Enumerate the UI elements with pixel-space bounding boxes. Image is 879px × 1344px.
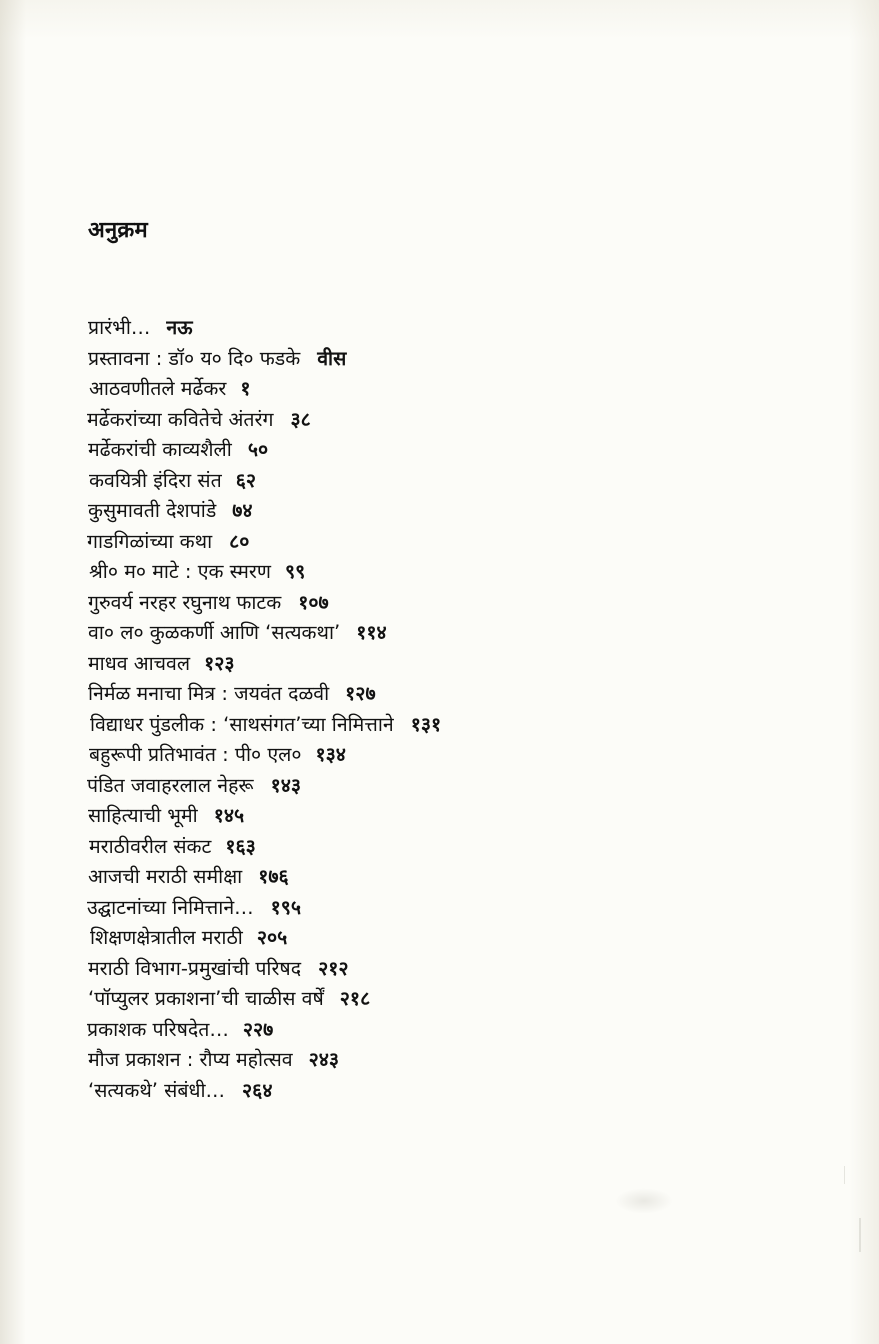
toc-entry[interactable] bbox=[88, 684, 819, 704]
toc-entry[interactable] bbox=[88, 318, 819, 338]
toc-entry[interactable] bbox=[88, 590, 819, 614]
toc-entry-title: कवयित्री इंदिरा संत bbox=[89, 468, 222, 492]
toc-entry[interactable] bbox=[87, 1017, 819, 1041]
toc-entry-page-number: ७४ bbox=[232, 499, 253, 522]
page-title: अनुक्रम bbox=[88, 218, 148, 243]
toc-entry-title: साहित्याची भूमी bbox=[88, 804, 198, 827]
toc-entry-title: वा० ल० कुळकर्णी आणि ‘सत्यकथा’ bbox=[88, 621, 341, 644]
scan-edge-mark bbox=[859, 1218, 861, 1252]
toc-entry-page-number: १४३ bbox=[270, 773, 302, 797]
toc-entry-title: पंडित जवाहरलाल नेहरू bbox=[87, 773, 254, 797]
toc-entry-page-number: ८० bbox=[229, 529, 250, 553]
toc-entry[interactable] bbox=[88, 989, 819, 1009]
toc-entry-page-number: १९५ bbox=[270, 895, 302, 919]
toc-entry[interactable] bbox=[89, 834, 819, 858]
toc-entry-title: बहुरूपी प्रतिभावंत : पी० एल० bbox=[89, 743, 302, 766]
toc-entry[interactable] bbox=[89, 468, 819, 492]
toc-entry-title: मर्ढेकरांची काव्यशैली bbox=[88, 438, 232, 461]
toc-entry-page-number: १०७ bbox=[298, 590, 329, 614]
toc-entry-title: आठवणीतले मर्ढेकर bbox=[89, 377, 227, 400]
toc-entry-title: मराठीवरील संकट bbox=[89, 834, 212, 858]
toc-entry-page-number: ११४ bbox=[356, 621, 387, 644]
toc-entry-page-number: १२३ bbox=[204, 651, 235, 675]
toc-entry-page-number: १६३ bbox=[225, 834, 256, 858]
toc-entry[interactable] bbox=[88, 1078, 819, 1102]
toc-entry-title: ‘पॉप्युलर प्रकाशना’ची चाळीस वर्षें bbox=[88, 987, 324, 1010]
toc-entry-page-number: २४३ bbox=[308, 1048, 340, 1071]
toc-entry-page-number: नऊ bbox=[166, 316, 193, 339]
toc-entry-page-number: ६२ bbox=[235, 468, 256, 492]
toc-entry[interactable] bbox=[88, 956, 819, 980]
toc-entry-title: ‘सत्यकथे’ संबंधी… bbox=[88, 1078, 226, 1102]
toc-entry-page-number: १७६ bbox=[258, 865, 289, 888]
toc-entry-title: विद्याधर पुंडलीक : ‘साथसंगत’च्या निमित्ताने bbox=[90, 712, 394, 736]
toc-entry-title: आजची मराठी समीक्षा bbox=[88, 865, 243, 888]
toc-entry[interactable] bbox=[87, 407, 819, 431]
toc-entry[interactable] bbox=[90, 928, 819, 948]
toc-entry-page-number: १३४ bbox=[315, 743, 346, 766]
toc-entry-title: शिक्षणक्षेत्रातील मराठी bbox=[90, 926, 243, 949]
toc-entry-page-number: २१२ bbox=[318, 956, 349, 980]
toc-entry[interactable] bbox=[89, 745, 819, 765]
toc-entry[interactable] bbox=[88, 867, 819, 887]
toc-entry[interactable] bbox=[88, 623, 819, 643]
toc-entry-title: उद्घाटनांच्या निमित्ताने… bbox=[87, 895, 254, 919]
toc-entry[interactable] bbox=[88, 501, 819, 521]
toc-entry-title: प्रकाशक परिषदेत… bbox=[87, 1017, 229, 1041]
table-of-contents bbox=[88, 214, 819, 1111]
toc-entry[interactable] bbox=[90, 712, 819, 736]
toc-entry-title: गाडगिळांच्या कथा bbox=[87, 529, 213, 553]
toc-entry-title: माधव आचवल bbox=[88, 651, 191, 675]
toc-entry-title: प्रस्तावना : डॉ० य० दि० फडके bbox=[88, 346, 301, 370]
toc-entry-page-number: १३१ bbox=[410, 712, 442, 736]
toc-entry[interactable] bbox=[88, 346, 819, 370]
toc-entry-title: कुसुमावती देशपांडे bbox=[88, 499, 217, 522]
toc-entry-title: मराठी विभाग-प्रमुखांची परिषद bbox=[88, 956, 302, 980]
toc-entry-page-number: ५० bbox=[247, 438, 269, 461]
toc-entry-title: श्री० म० माटे : एक स्मरण bbox=[89, 560, 271, 583]
toc-entry-title: मौज प्रकाशन : रौप्य महोत्सव bbox=[88, 1048, 293, 1071]
toc-entry[interactable] bbox=[88, 440, 819, 460]
toc-entry-title: गुरुवर्य नरहर रघुनाथ फाटक bbox=[88, 590, 282, 614]
toc-entry[interactable] bbox=[88, 806, 819, 826]
toc-entry-page-number: वीस bbox=[317, 346, 347, 370]
toc-entry[interactable] bbox=[88, 651, 819, 675]
toc-entry[interactable] bbox=[88, 1050, 819, 1070]
toc-entry-page-number: ३८ bbox=[290, 407, 311, 431]
toc-entry-title: प्रारंभी… bbox=[88, 316, 151, 339]
toc-entry[interactable] bbox=[87, 773, 819, 797]
toc-entry-page-number: २०५ bbox=[256, 926, 288, 949]
scan-edge-mark bbox=[844, 1166, 845, 1184]
toc-entry-title: मर्ढेकरांच्या कवितेचे अंतरंग bbox=[87, 407, 274, 431]
toc-entry-page-number: २२७ bbox=[242, 1017, 274, 1041]
toc-entry-page-number: १ bbox=[240, 377, 251, 400]
toc-entry-page-number: २६४ bbox=[242, 1078, 273, 1102]
scan-smudge bbox=[615, 1188, 673, 1214]
toc-entry-title: निर्मळ मनाचा मित्र : जयवंत दळवी bbox=[88, 682, 330, 705]
toc-entry[interactable] bbox=[89, 379, 819, 399]
toc-entry[interactable] bbox=[87, 895, 819, 919]
toc-entry-page-number: १२७ bbox=[345, 682, 376, 705]
toc-entry-page-number: १४५ bbox=[213, 804, 245, 827]
toc-entry-page-number: २१८ bbox=[339, 987, 371, 1010]
toc-entry-list bbox=[88, 318, 819, 1100]
toc-entry[interactable] bbox=[89, 562, 819, 582]
toc-entry-page-number: ९९ bbox=[284, 560, 306, 583]
toc-entry[interactable] bbox=[87, 529, 819, 553]
